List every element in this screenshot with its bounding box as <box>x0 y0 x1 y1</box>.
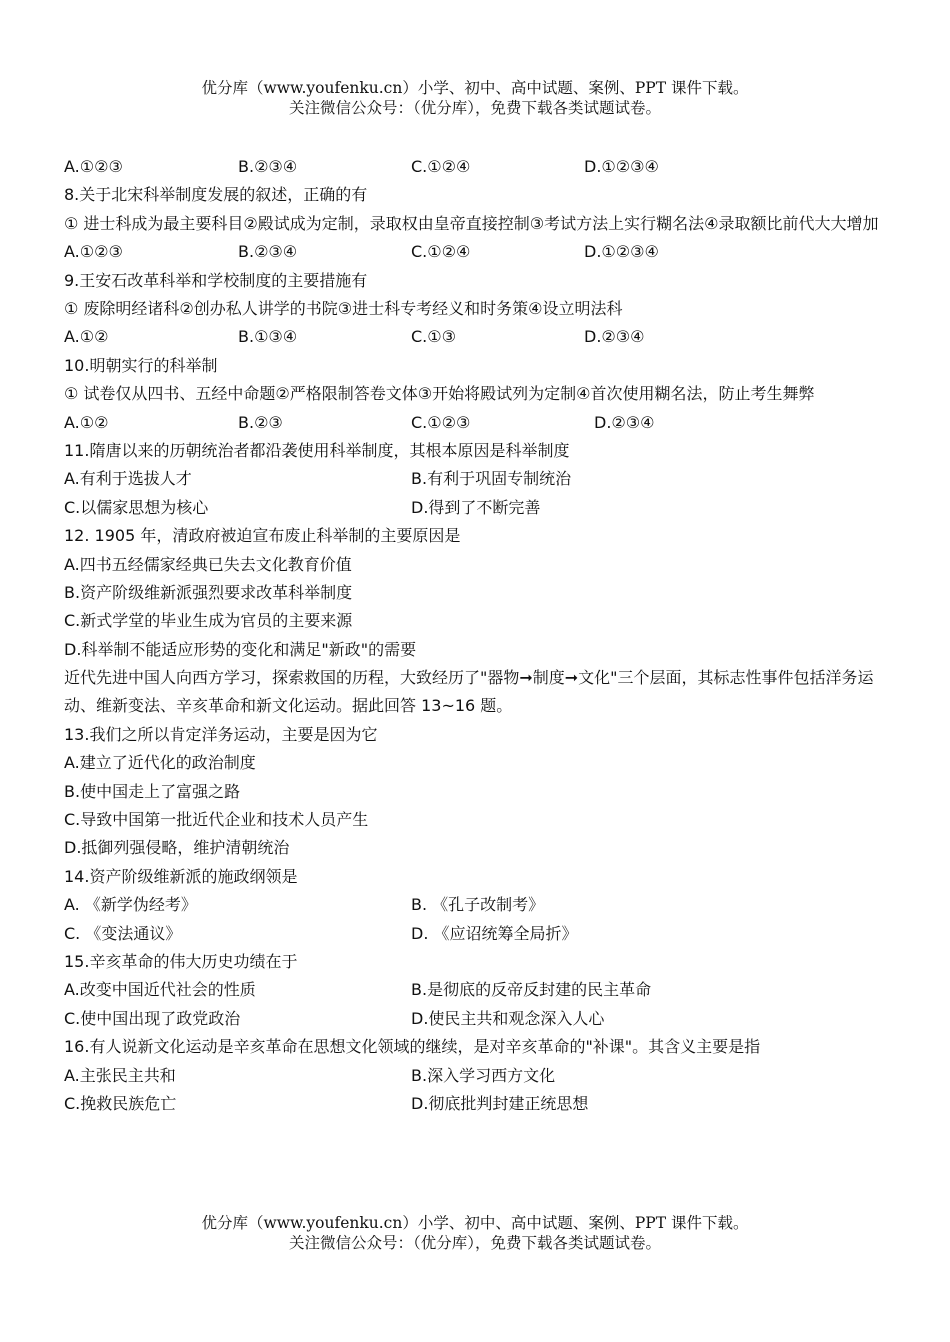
q15-option-c: C.使中国出现了政党政治 <box>64 1008 241 1028</box>
q14-option-b: B. 《孔子改制考》 <box>411 895 545 915</box>
footer-line-2: 关注微信公众号：（优分库），免费下载各类试题试卷。 <box>288 1234 661 1252</box>
q10-items: ① 试卷仅从四书、五经中命题②严格限制答卷文体③开始将殿试列为定制④首次使用糊名法，防止考生舞弊 <box>64 384 815 404</box>
q14-stem: 14.资产阶级维新派的施政纲领是 <box>64 866 298 886</box>
page-header <box>0 78 950 118</box>
q7-option-d: D.①②③④ <box>584 157 659 176</box>
q11-options-row-2 <box>64 494 884 522</box>
q14-options-row-1 <box>64 891 884 919</box>
q13-option-a: A.建立了近代化的政治制度 <box>64 753 256 773</box>
q10-option-d: D.②③④ <box>594 412 655 432</box>
q15-options-row-1 <box>64 976 884 1004</box>
q10-option-a: A.①② <box>64 412 109 432</box>
q7-options <box>64 153 884 181</box>
q10-options <box>64 409 884 437</box>
q8-stem: 8.关于北宋科举制度发展的叙述，正确的有 <box>64 185 368 205</box>
q12-option-d: D.科举制不能适应形势的变化和满足"新政"的需要 <box>64 639 417 659</box>
q15-stem: 15.辛亥革命的伟大历史功绩在于 <box>64 952 298 971</box>
q8-option-b: B.②③④ <box>238 242 298 262</box>
q9-options <box>64 323 884 351</box>
footer-line-1: 优分库（www.youfenku.cn）小学、初中、高中试题、案例、PPT 课件下载。 <box>201 1214 749 1232</box>
q16-option-a: A.主张民主共和 <box>64 1065 176 1085</box>
q13-option-c: C.导致中国第一批近代企业和技术人员产生 <box>64 810 369 830</box>
q15-option-b: B.是彻底的反帝反封建的民主革命 <box>411 980 652 1000</box>
q16-options-row-1 <box>64 1062 884 1090</box>
q8-items: ① 进士科成为最主要科目②殿试成为定制，录取权由皇帝直接控制③考试方法上实行糊名法④录取额比前代大大增加 <box>64 213 879 233</box>
reading-passage: 近代先进中国人向西方学习，探索救国的历程，大致经历了"器物➞制度➞文化"三个层面，其标志性事件包括洋务运动、维新变法、辛亥革命和新文化运动。据此回答 13~16 题。 <box>64 668 874 716</box>
q11-option-b: B.有利于巩固专制统治 <box>411 469 572 489</box>
q12-option-b: B.资产阶级维新派强烈要求改革科举制度 <box>64 582 353 602</box>
q11-options-row-1 <box>64 465 884 493</box>
q16-options-row-2 <box>64 1090 884 1118</box>
q9-stem: 9.王安石改革科举和学校制度的主要措施有 <box>64 270 368 290</box>
q10-option-b: B.②③ <box>238 412 283 432</box>
q14-options-row-2 <box>64 920 884 948</box>
q13-option-b: B.使中国走上了富强之路 <box>64 781 241 801</box>
q7-option-b: B.②③④ <box>238 157 298 176</box>
q15-options-row-2 <box>64 1005 884 1033</box>
q8-option-c: C.①②④ <box>411 242 471 262</box>
q13-stem: 13.我们之所以肯定洋务运动，主要是因为它 <box>64 724 378 744</box>
q14-option-d: D. 《应诏统筹全局折》 <box>411 923 578 943</box>
q9-option-a: A.①② <box>64 327 109 347</box>
q11-option-d: D.得到了不断完善 <box>411 497 541 517</box>
q7-option-c: C.①②④ <box>411 157 471 176</box>
q14-option-c: C. 《变法通议》 <box>64 923 182 943</box>
header-line-2: 关注微信公众号：（优分库），免费下载各类试题试卷。 <box>288 99 661 117</box>
header-line-1: 优分库（www.youfenku.cn）小学、初中、高中试题、案例、PPT 课件下载。 <box>201 79 749 97</box>
q12-option-c: C.新式学堂的毕业生成为官员的主要来源 <box>64 611 353 631</box>
q9-option-b: B.①③④ <box>238 327 298 347</box>
q16-stem: 16.有人说新文化运动是辛亥革命在思想文化领域的继续，是对辛亥革命的"补课"。其含义主要是指 <box>64 1037 761 1057</box>
q15-option-d: D.使民主共和观念深入人心 <box>411 1008 605 1028</box>
q8-option-a: A.①②③ <box>64 242 123 262</box>
q11-stem: 11.隋唐以来的历朝统治者都沿袭使用科举制度，其根本原因是科举制度 <box>64 440 570 460</box>
q11-option-a: A.有利于选拔人才 <box>64 469 192 489</box>
q8-options <box>64 238 884 266</box>
q13-option-d: D.抵御列强侵略，维护清朝统治 <box>64 838 290 858</box>
question-list <box>64 153 884 1118</box>
q7-option-a: A.①②③ <box>64 157 123 176</box>
q11-option-c: C.以儒家思想为核心 <box>64 497 209 517</box>
q12-stem: 12. 1905 年，清政府被迫宣布废止科举制的主要原因是 <box>64 526 461 546</box>
q15-option-a: A.改变中国近代社会的性质 <box>64 980 256 1000</box>
q8-option-d: D.①②③④ <box>584 242 659 262</box>
q9-option-c: C.①③ <box>411 327 456 347</box>
q9-option-d: D.②③④ <box>584 327 645 347</box>
q16-option-b: B.深入学习西方文化 <box>411 1065 556 1085</box>
q9-items: ① 废除明经诸科②创办私人讲学的书院③进士科专考经义和时务策④设立明法科 <box>64 298 623 318</box>
q16-option-c: C.挽救民族危亡 <box>64 1093 177 1113</box>
q14-option-a: A. 《新学伪经考》 <box>64 895 197 915</box>
q10-stem: 10.明朝实行的科举制 <box>64 355 218 375</box>
q12-option-a: A.四书五经儒家经典已失去文化教育价值 <box>64 554 352 574</box>
page-footer <box>0 1213 950 1253</box>
q10-option-c: C.①②③ <box>411 412 471 432</box>
q16-option-d: D.彻底批判封建正统思想 <box>411 1093 589 1113</box>
